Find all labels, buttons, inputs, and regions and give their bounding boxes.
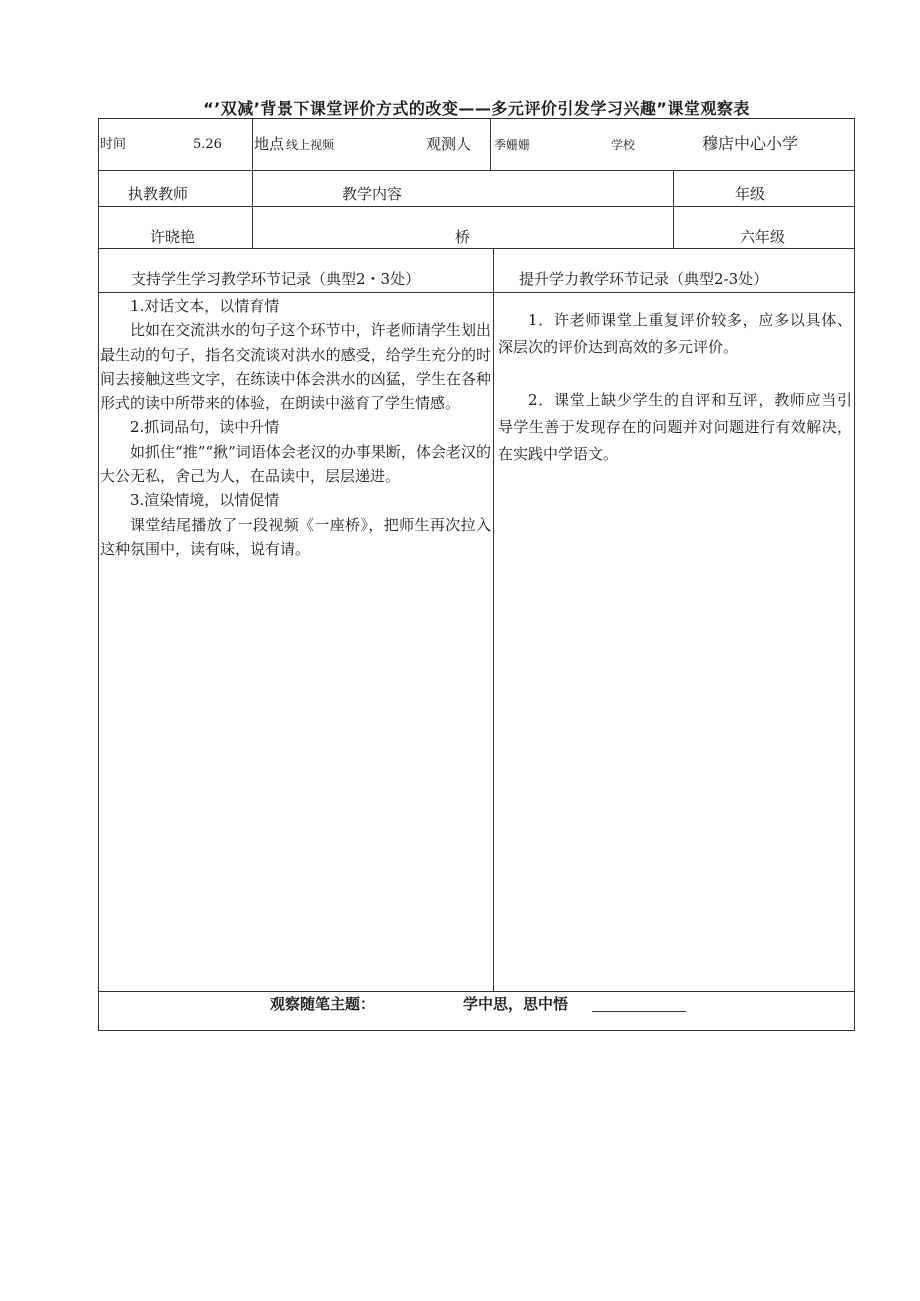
row-divider xyxy=(98,248,855,249)
suggestion-item: 2．课堂上缺少学生的自评和互评，教师应当引导学生善于发现存在的问题并对问题进行有效解决，在实践中学语文。 xyxy=(498,391,852,463)
record-body: 课堂结尾播放了一段视频《一座桥》，把师生再次拉入这种氛围中，读有味，说有请。 xyxy=(100,515,491,558)
record-body: 如抓住“推”“揪”词语体会老汉的办事果断，体会老汉的大公无私，舍己为人，在品读中，层层递进。 xyxy=(100,442,491,486)
teacher-name: 许晓艳 xyxy=(150,228,196,246)
grade-value: 六年级 xyxy=(740,228,786,246)
place-value: 线上视频 xyxy=(286,138,335,152)
essay-theme: 学中思，思中悟 xyxy=(463,995,569,1013)
support-records xyxy=(100,294,491,561)
place-label: 地点 xyxy=(254,135,285,153)
school-value: 穆店中心小学 xyxy=(702,134,799,153)
form-title: “’双减’背景下课堂评价方式的改变——多元评价引发学习兴趣”课堂观察表 xyxy=(203,99,750,118)
time-value: 5.26 xyxy=(193,137,222,152)
improve-records xyxy=(498,307,852,468)
suggestion-item: 1．许老师课堂上重复评价较多，应多以具体、深层次的评价达到高效的多元评价。 xyxy=(498,311,852,356)
record-title: 1.对话文本，以情育情 xyxy=(130,297,280,315)
col-divider xyxy=(490,118,491,170)
school-label: 学校 xyxy=(611,138,636,152)
essay-theme-label: 观察随笔主题： xyxy=(270,995,376,1013)
col-divider xyxy=(252,118,253,248)
theme-underline xyxy=(592,1011,686,1012)
record-title: 2.抓词品句，读中升情 xyxy=(130,418,280,437)
content-label: 教学内容 xyxy=(342,185,403,203)
observer-value: 季姗姗 xyxy=(494,138,531,152)
lesson-title: 桥 xyxy=(455,228,471,246)
support-section-heading: 支持学生学习教学环节记录（典型2・3处） xyxy=(131,270,421,288)
col-divider xyxy=(673,170,674,248)
observation-table xyxy=(98,118,855,1031)
teacher-label: 执教教师 xyxy=(128,185,189,203)
observer-label: 观测人 xyxy=(426,135,472,153)
col-divider xyxy=(493,248,494,991)
row-divider xyxy=(98,206,855,207)
time-label: 时间 xyxy=(100,137,127,152)
record-body: 比如在交流洪水的句子这个环节中，许老师请学生划出最生动的句子，指名交流谈对洪水的感受，给学生充分的时间去接触这些文字，在练读中体会洪水的凶猛，学生在各种形式的读中所带来的体验，在朗读中滋育了学生情感。 xyxy=(100,321,491,413)
row-divider xyxy=(98,991,855,992)
record-title: 3.渲染情境，以情促情 xyxy=(130,491,280,510)
grade-label: 年级 xyxy=(735,185,766,203)
improve-section-heading: 提升学力教学环节记录（典型2-3处） xyxy=(519,270,769,288)
row-divider xyxy=(98,170,855,171)
row-divider xyxy=(98,292,855,293)
